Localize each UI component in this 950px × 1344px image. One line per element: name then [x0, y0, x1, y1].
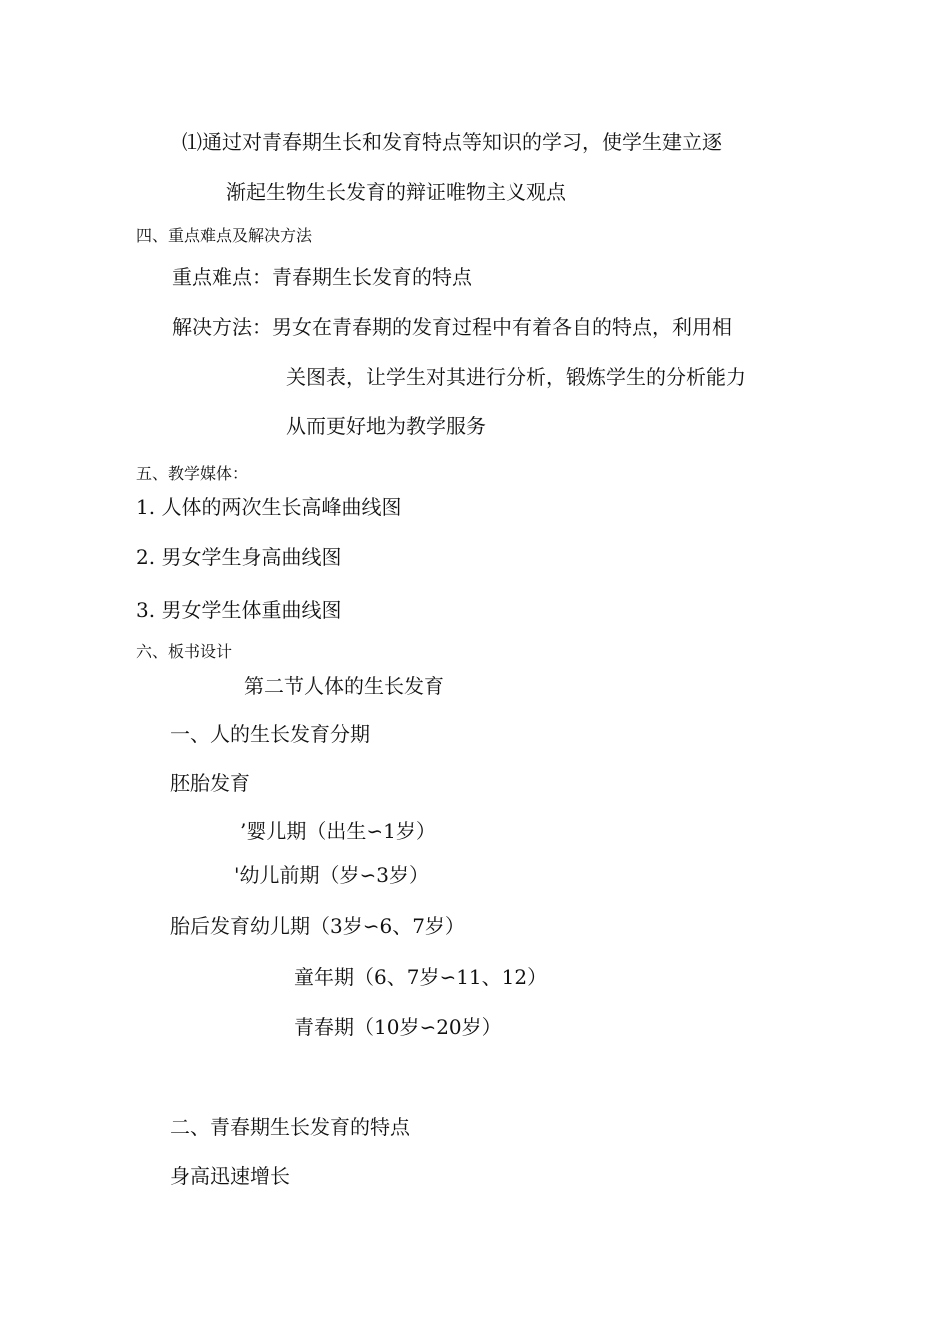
- part-2-title: 二、青春期生长发育的特点: [170, 1115, 410, 1139]
- embryo-stage: 胚胎发育: [170, 771, 250, 795]
- section-5-heading: 五、教学媒体：: [136, 464, 249, 483]
- media-item: 3. 男女学生体重曲线图: [136, 598, 342, 622]
- post-birth-stage: 胎后发育幼儿期（3岁∽6、7岁）: [170, 914, 465, 938]
- objective-line-1: ⑴通过对青春期生长和发育特点等知识的学习，使学生建立逐: [182, 130, 722, 154]
- height-growth: 身高迅速增长: [170, 1164, 290, 1188]
- objective-line-2: 渐起生物生长发育的辩证唯物主义观点: [226, 180, 566, 204]
- method-line-3: 从而更好地为教学服务: [286, 414, 486, 438]
- infant-stage: ’婴儿期（出生∽1岁）: [240, 819, 436, 843]
- adolescence-stage: 青春期（10岁∽20岁）: [294, 1015, 502, 1039]
- board-title: 第二节人体的生长发育: [244, 674, 444, 698]
- pre-toddler-stage: '幼儿前期（岁∽3岁）: [234, 863, 429, 887]
- method-line-2: 关图表，让学生对其进行分析，锻炼学生的分析能力: [286, 365, 746, 389]
- section-4-heading: 四、重点难点及解决方法: [136, 226, 313, 245]
- media-item: 2. 男女学生身高曲线图: [136, 545, 342, 569]
- part-1-title: 一、人的生长发育分期: [170, 722, 370, 746]
- key-point-line: 重点难点：青春期生长发育的特点: [172, 265, 472, 289]
- section-6-heading: 六、板书设计: [136, 642, 233, 661]
- method-line-1: 解决方法：男女在青春期的发育过程中有着各自的特点，利用相: [172, 315, 732, 339]
- media-item: 1. 人体的两次生长高峰曲线图: [136, 495, 402, 519]
- childhood-stage: 童年期（6、7岁∽11、12）: [294, 965, 548, 989]
